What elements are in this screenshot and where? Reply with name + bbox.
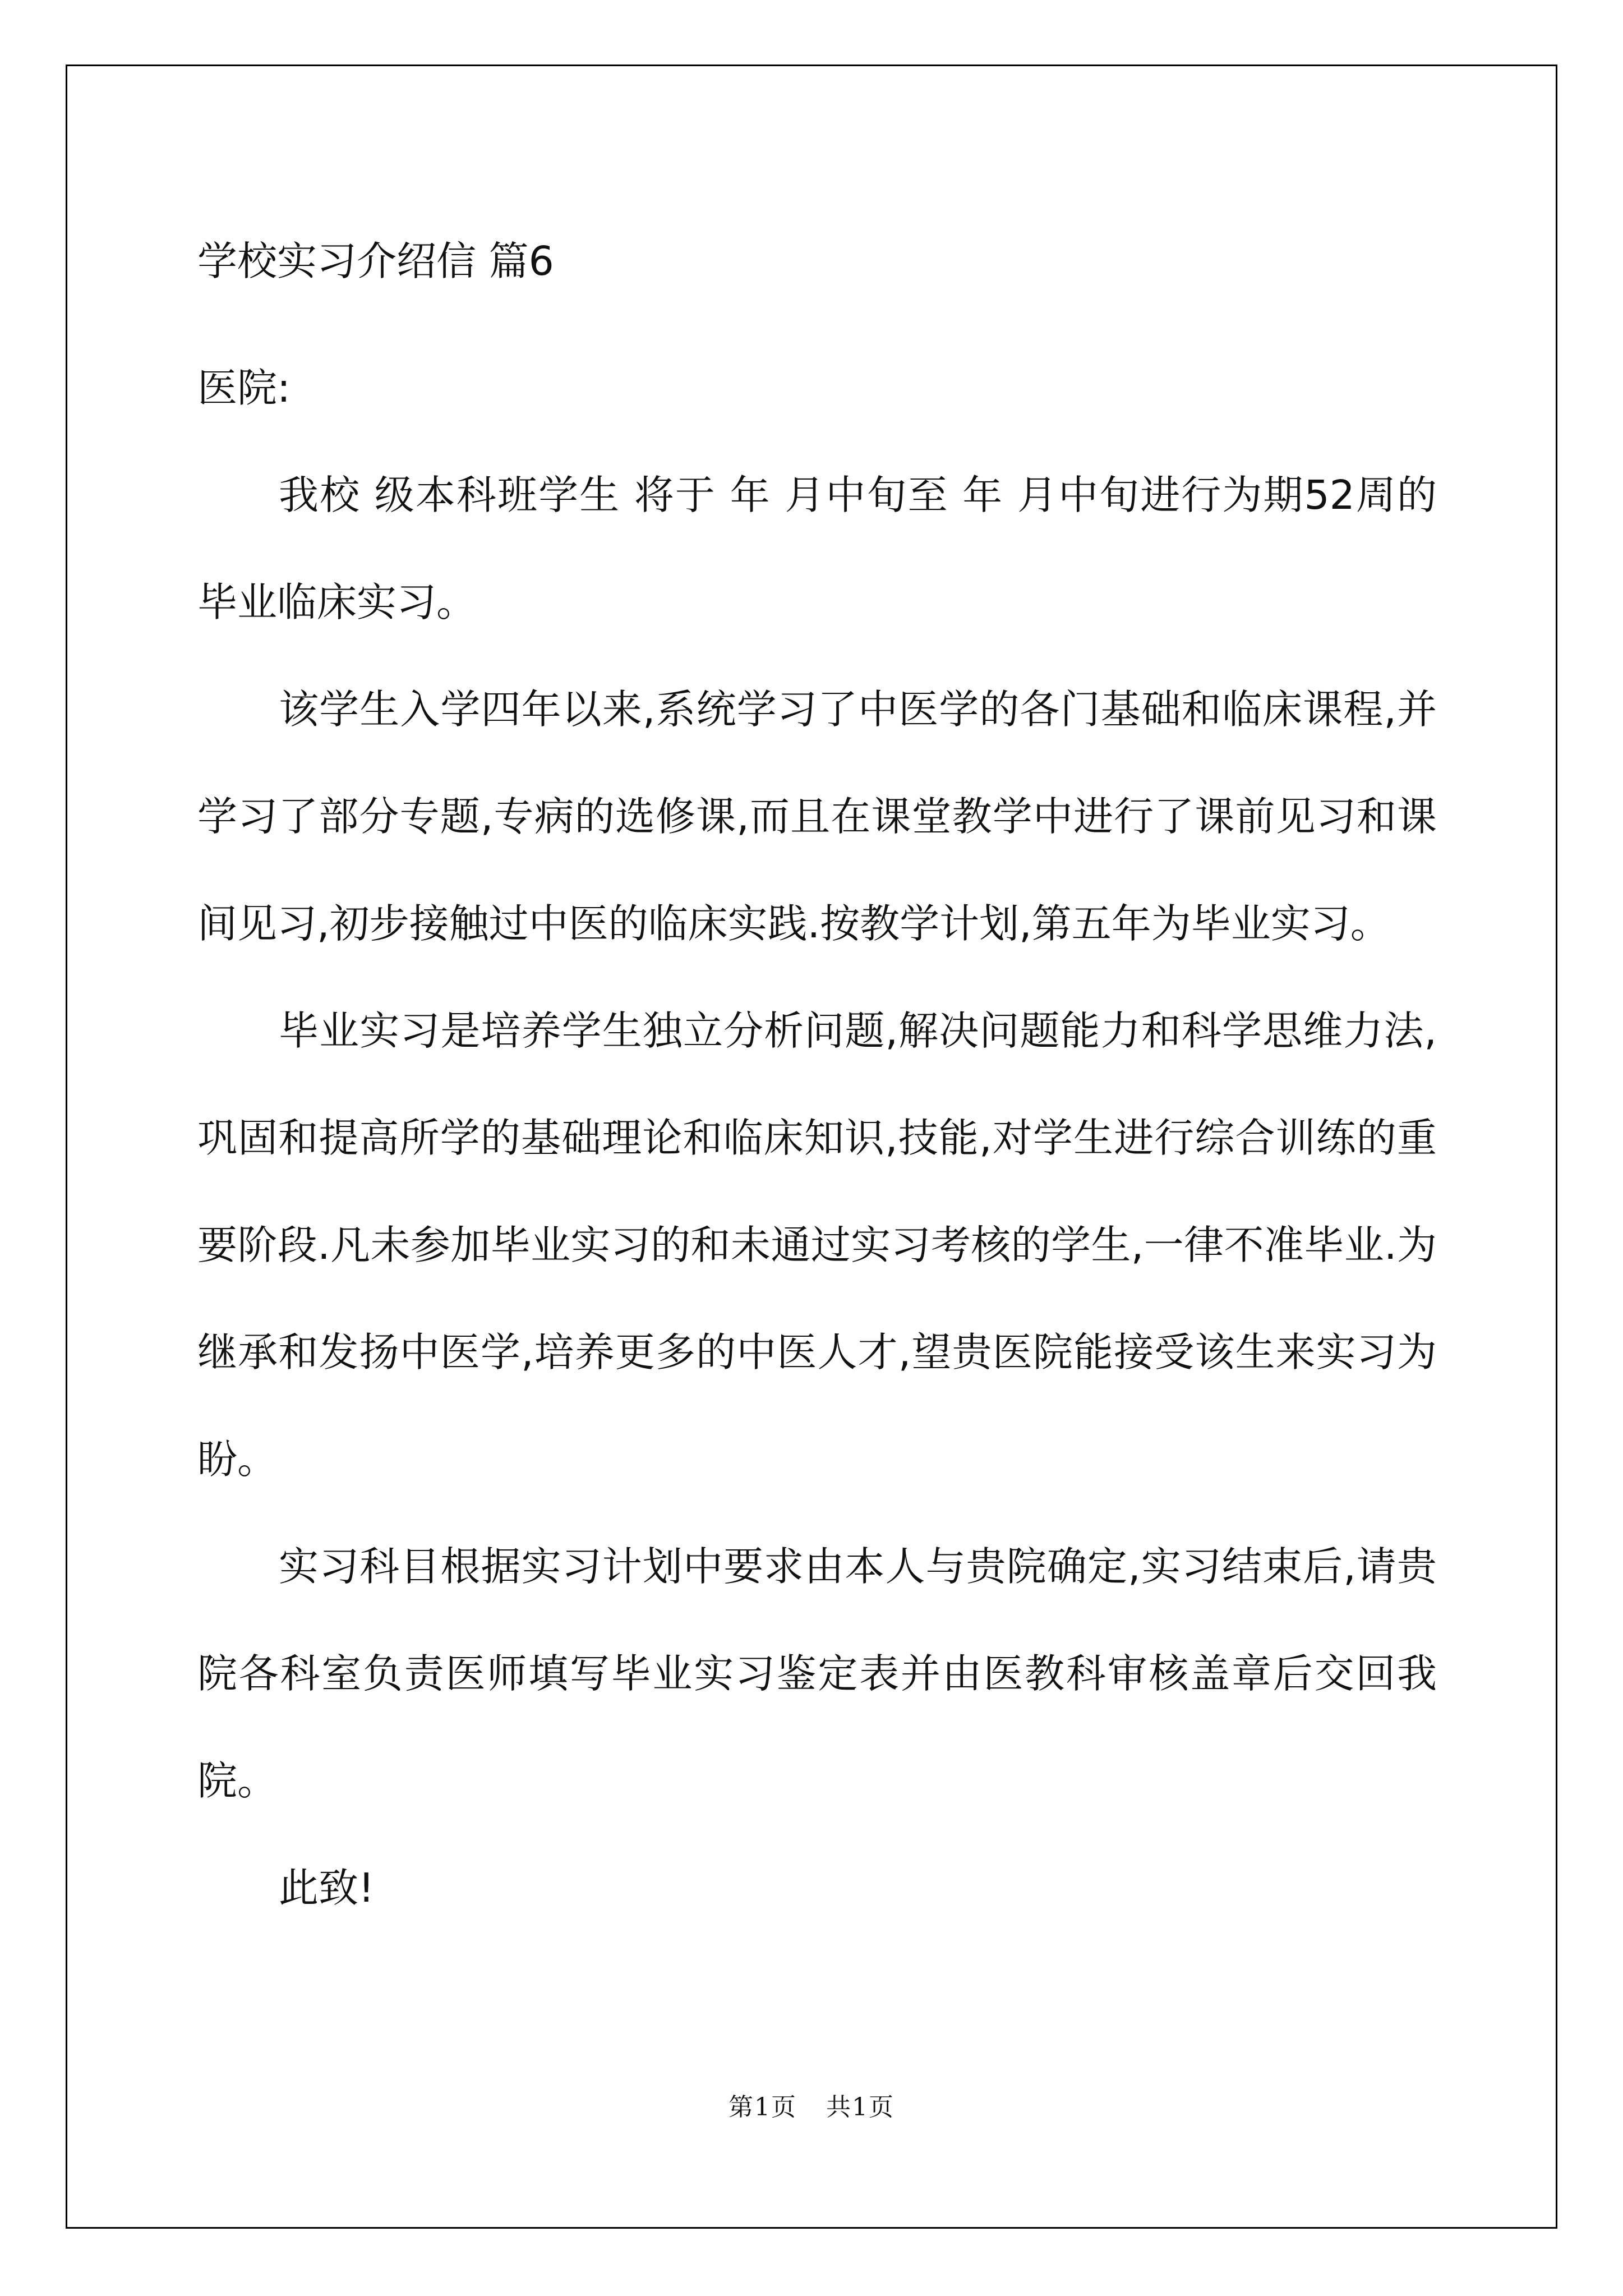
page-total: 共1页 — [826, 2093, 895, 2122]
paragraph-1: 我校 级本科班学生 将于 年 月中旬至 年 月中旬进行为期52周的毕业临床实习。 — [197, 472, 1437, 625]
paragraph-4: 实习科目根据实习计划中要求由本人与贵院确定,实习结束后,请贵院各科室负责医师填写毕业实习鉴定表并由医教科审核盖章后交回我院。 — [197, 1543, 1437, 1804]
letter-title: 学校实习介绍信 篇6 — [197, 238, 554, 284]
closing: 此致! — [279, 1865, 375, 1911]
page-number: 第1页 — [728, 2093, 797, 2122]
paragraph-2: 该学生入学四年以来,系统学习了中医学的各门基础和临床课程,并学习了部分专题,专病的选修课,而且在课堂教学中进行了课前见习和课间见习,初步接触过中医的临床实践.按教学计划,第五年为毕业实习。 — [197, 686, 1437, 947]
page-footer — [0, 2087, 1623, 2123]
letter-body — [197, 208, 1437, 1941]
salutation: 医院: — [197, 365, 291, 411]
paragraph-3: 毕业实习是培养学生独立分析问题,解决问题能力和科学思维力法,巩固和提高所学的基础理论和临床知识,技能,对学生进行综合训练的重要阶段.凡未参加毕业实习的和未通过实习考核的学生,一律不准毕业.为继承和发扬中医学,培养更多的中医人才,望贵医院能接受该生来实习为盼。 — [197, 1007, 1437, 1483]
